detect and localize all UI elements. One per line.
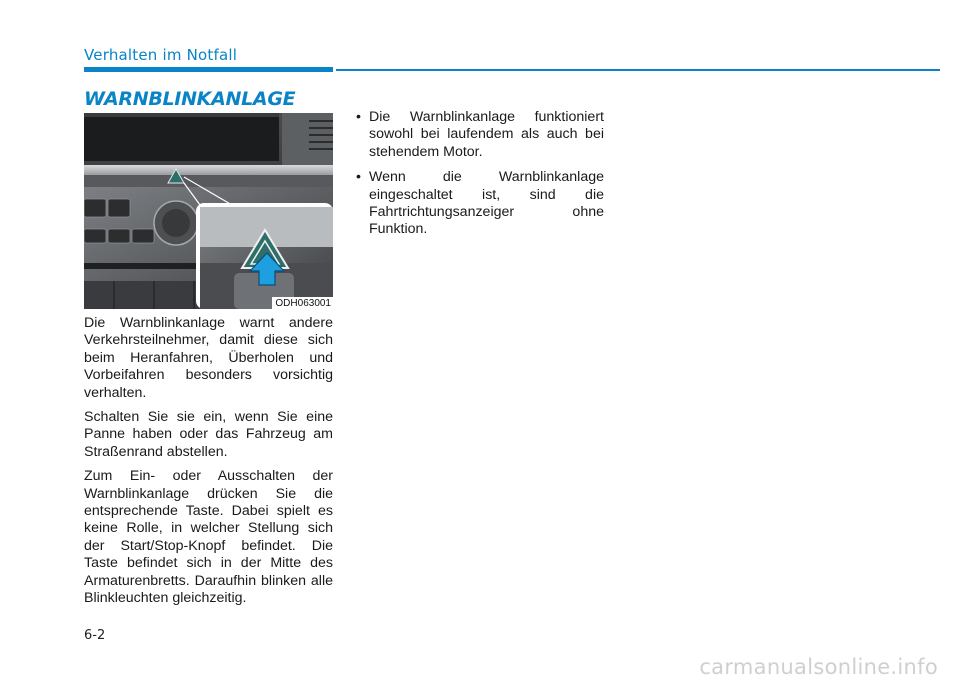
watermark: carmanualsonline.info xyxy=(699,655,938,679)
dashboard-illustration xyxy=(84,113,333,309)
body-left-column xyxy=(84,315,333,615)
bullet-marker: • xyxy=(356,109,361,125)
page-number: 6-2 xyxy=(84,628,106,643)
section-title: WARNBLINKANLAGE xyxy=(84,88,296,110)
bullet-marker: • xyxy=(356,169,361,186)
list-item xyxy=(356,109,604,161)
paragraph-operation: Zum Ein- oder Ausschalten der Warnblinkanlage drücken Sie die entsprechende Taste. Dabei spielt es keine Rolle, in welcher Stellung sich der Start/Stop-Knopf befindet. Die Taste befindet sich in der Mitte des Armaturenbretts. Daraufhin blinken alle Blinkleuchten gleichzeitig. xyxy=(84,468,333,607)
figure-code: ODH063001 xyxy=(272,297,333,309)
body-right-column xyxy=(356,109,604,247)
list-item xyxy=(356,169,604,239)
paragraph-when-to-use: Schalten Sie sie ein, wenn Sie eine Panne haben oder das Fahrzeug am Straßenrand abstellen. xyxy=(84,409,333,460)
bullet-list xyxy=(356,109,604,239)
header-rule-thin xyxy=(336,69,940,71)
paragraph-purpose: Die Warnblinkanlage warnt andere Verkehrsteilnehmer, damit diese sich beim Heranfahren, Überholen und Vorbeifahren besonders vorsichtig verhalten. xyxy=(84,315,333,401)
chapter-label: Verhalten im Notfall xyxy=(84,46,238,64)
bullet-text-engine: Die Warnblinkanlage funktioniert sowohl bei laufendem als auch bei stehendem Motor. xyxy=(369,109,604,160)
hazard-switch-figure xyxy=(84,113,333,309)
header-rule-thick xyxy=(84,67,333,72)
bullet-text-indicators: Wenn die Warnblinkanlage eingeschaltet ist, sind die Fahrtrichtungsanzeiger ohne Funktion. xyxy=(369,169,604,238)
